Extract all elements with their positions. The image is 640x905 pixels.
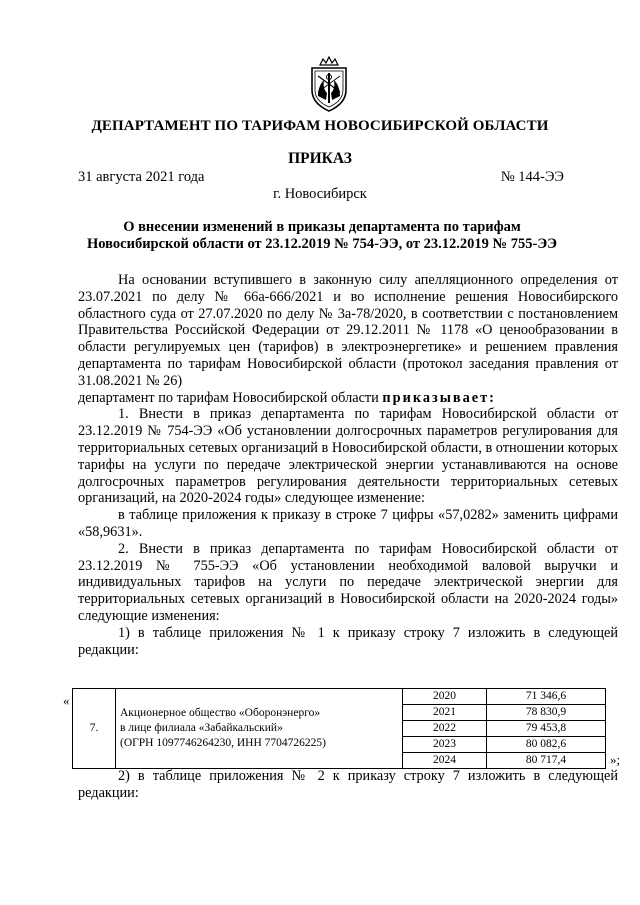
table-row	[73, 689, 606, 705]
item-2-sub-2: 2) в таблице приложения № 2 к приказу строку 7 изложить в следующей редакции:	[78, 768, 618, 801]
item-2-paragraph: 2. Внести в приказ департамента по тарифам Новосибирской области от 23.12.2019 № 755-ЭЭ «Об установлении необходимой валовой выручки и индивидуальных тарифов на услуги по передаче электрической энергии для территориальных сетевых организаций в Новосибирской области на 2020-2024 годы» следующие изменения:	[78, 540, 618, 624]
order-subject: О внесении изменений в приказы департамента по тарифам Новосибирской области от 23.12.2019 № 754-ЭЭ, от 23.12.2019 № 755-ЭЭ	[87, 219, 557, 252]
item-2-sub-1: 1) в таблице приложения № 1 к приказу строку 7 изложить в следующей редакции:	[78, 624, 618, 658]
orders-lead: департамент по тарифам Новосибирской области	[78, 389, 379, 406]
table-quote-close: »;	[610, 752, 621, 767]
organization-name: Акционерное общество «Оборонэнерго»	[120, 707, 321, 719]
value-cell: 80 082,6	[487, 737, 606, 753]
year-cell: 2020	[403, 689, 487, 705]
orders-word: приказывает:	[382, 389, 496, 406]
department-name: ДЕПАРТАМЕНТ ПО ТАРИФАМ НОВОСИБИРСКОЙ ОБЛАСТИ	[91, 118, 549, 134]
order-body	[78, 272, 618, 658]
order-city: г. Новосибирск	[273, 186, 367, 202]
item-1-change: в таблице приложения к приказу в строке 7 цифры «57,0282» заменить цифрами «58,9631».	[78, 507, 618, 540]
preamble-paragraph: На основании вступившего в законную силу апелляционного определения от 23.07.2021 по делу № 66а-666/2021 и во исполнение решения Новосибирского областного суда от 27.07.2020 по делу № 3а-78/2020, в соответствии с постановлением Правительства Российской Федерации от 29.12.2011 № 1178 «О ценообразовании в области регулируемых цен (тарифов) в электроэнергетике» и решением правления департамента по тарифам Новосибирской области (протокол заседания правления от 31.08.2021 № 26)	[78, 272, 618, 389]
amendment-table	[72, 688, 606, 769]
year-cell: 2022	[403, 721, 487, 737]
order-date: 31 августа 2021 года	[78, 169, 205, 185]
table-quote-open: «	[63, 693, 70, 708]
row-number-cell: 7.	[73, 689, 116, 769]
order-number: № 144-ЭЭ	[500, 169, 564, 185]
organization-registration: (ОГРН 1097746264230, ИНН 7704726225)	[120, 737, 326, 749]
value-cell: 71 346,6	[487, 689, 606, 705]
item-1-paragraph: 1. Внести в приказ департамента по тарифам Новосибирской области от 23.12.2019 № 754-ЭЭ «Об установлении долгосрочных параметров регулирования для территориальных сетевых организаций в Новосибирской области, в отношении которых тарифы на услуги по передаче электрической энергии устанавливаются на основе долгосрочных параметров регулирования деятельности территориальных сетевых организаций, на 2020-2024 годы» следующее изменение:	[78, 406, 618, 507]
year-cell: 2021	[403, 705, 487, 721]
order-title: ПРИКАЗ	[288, 150, 352, 167]
organization-branch: в лице филиала «Забайкальский»	[120, 722, 283, 734]
organization-cell	[116, 689, 403, 769]
coat-of-arms-emblem	[306, 56, 352, 112]
value-cell: 80 717,4	[487, 753, 606, 769]
year-cell: 2024	[403, 753, 487, 769]
value-cell: 79 453,8	[487, 721, 606, 737]
order-body-continued	[78, 768, 618, 802]
value-cell: 78 830,9	[487, 705, 606, 721]
year-cell: 2023	[403, 737, 487, 753]
orders-paragraph	[78, 390, 618, 407]
